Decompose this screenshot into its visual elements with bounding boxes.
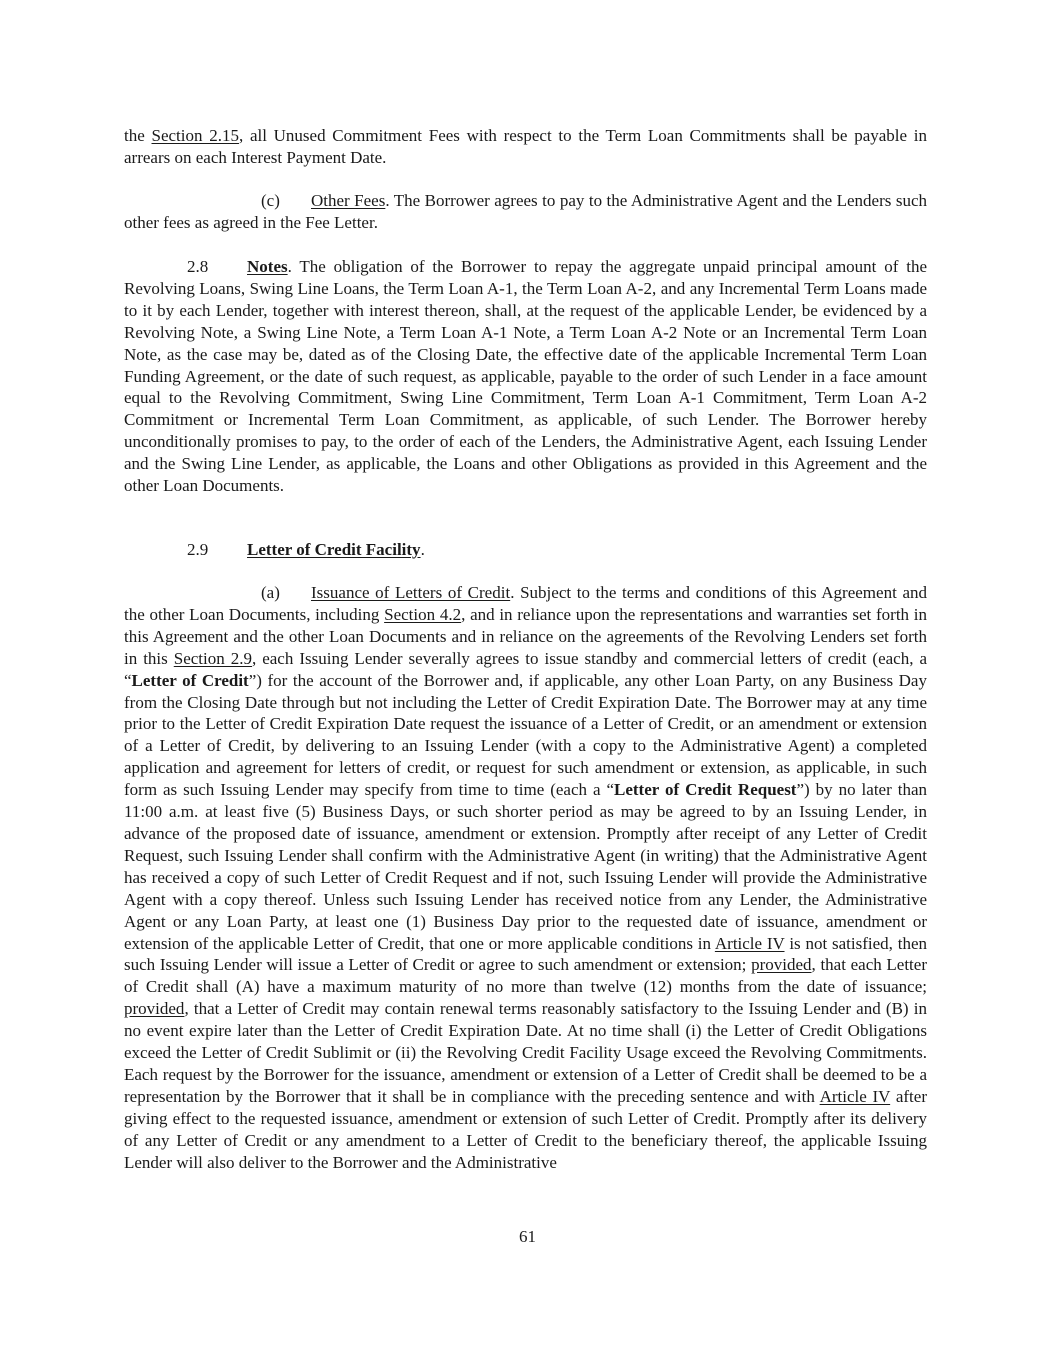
text-run: . The Borrower agrees to pay to the Administrative Agent and the Lenders such other fees as agreed in the Fee Letter. [124, 191, 927, 232]
text-run: , all Unused Commitment Fees with respect to the Term Loan Commitments shall be payable in arrears on each Interest Payment Date. [124, 126, 927, 167]
text-run: . Subject to the terms and conditions of this Agreement and the other Loan Documents, including [124, 583, 928, 624]
section-reference: Section 2.9 [173, 648, 252, 668]
paragraph-fees-continuation [124, 125, 927, 169]
clause-heading: Issuance of Letters of Credit [311, 583, 511, 602]
page-number: 61 [519, 1227, 536, 1246]
text-run: , and in reliance upon the representations and warranties set forth in this Agreement and the other Loan Documents and in reliance on the agreements of the Revolving Lenders set forth in this [124, 604, 927, 668]
proviso-term: provided [124, 999, 185, 1019]
article-reference: Article IV [819, 1086, 891, 1106]
paragraph-other-fees [124, 190, 927, 234]
clause-label: (c) [261, 191, 280, 210]
text-run: . [420, 540, 425, 559]
text-run: is not satisfied, then such Issuing Lender will issue a Letter of Credit or agree to such amendment or extension; [124, 933, 927, 975]
clause-heading: Other Fees [311, 191, 386, 210]
clause-label: (a) [261, 583, 280, 602]
section-number: 2.8 [187, 257, 209, 276]
defined-term: Letter of Credit [131, 670, 249, 690]
text-run: after giving effect to the requested issuance, amendment or extension of such Letter of Credit. Promptly after its delivery of any Letter of Credit or any amendment to a Letter of Credit to the beneficiary thereof, the applicable Issuing Lender will also deliver to the Borrower and the Administrative [124, 1086, 927, 1172]
section-reference: Section 4.2 [384, 604, 462, 624]
proviso-term: provided [751, 955, 812, 975]
section-2-8-notes [124, 256, 927, 497]
section-number: 2.9 [187, 540, 209, 559]
section-heading: Letter of Credit Facility [247, 540, 421, 559]
section-reference: Section 2.15 [151, 126, 239, 145]
paragraph-issuance-of-letters-of-credit [124, 582, 927, 1173]
text-run: , that a Letter of Credit may contain renewal terms reasonably satisfactory to the Issuing Lender and (B) in no event expire later than the Letter of Credit Expiration Date. At no time shall (i) the Letter of Credit Obligations exceed the Letter of Credit Sublimit or (ii) the Revolving Credit Facility Usage exceed the Revolving Commitments. Each request by the Borrower for the issuance, amendment or extension of a Letter of Credit shall be deemed to be a representation by the Borrower that it shall be in compliance with the preceding sentence and with [124, 999, 927, 1106]
text-run: the [124, 126, 152, 145]
text-run: , each Issuing Lender severally agrees to issue standby and commercial letters of credit (each, a “ [124, 648, 927, 690]
text-run: ”) for the account of the Borrower and, if applicable, any other Loan Party, on any Business Day from the Closing Date through but not including the Letter of Credit Expiration Date. The Borrower may at any time prior to the Letter of Credit Expiration Date request the issuance of a Letter of Credit, or an amendment or extension of a Letter of Credit, by delivering to an Issuing Lender (with a copy to the Administrative Agent) a completed application and agreement for letters of credit, or request for such amendment or extension, as applicable, in such form as such Issuing Lender may specify from time to time (each a “ [124, 670, 927, 800]
defined-term: Letter of Credit Request [614, 780, 797, 800]
article-reference: Article IV [714, 933, 785, 953]
text-run: , that each Letter of Credit shall (A) have a maximum maturity of no more than twelve (12) months from the date of issuance; [124, 955, 927, 997]
text-run: . The obligation of the Borrower to repay the aggregate unpaid principal amount of the Revolving Loans, Swing Line Loans, the Term Loan A-1, the Term Loan A-2, and any Incremental Term Loans made to it by each Lender, together with interest thereon, shall, at the request of the applicable Lender, be evidenced by a Revolving Note, a Swing Line Note, a Term Loan A-1 Note, a Term Loan A-2 Note or an Incremental Term Loan Note, as the case may be, dated as of the Closing Date, the effective date of the applicable Incremental Term Loan Funding Agreement, or the date of such request, as applicable, payable to the order of such Lender in a face amount equal to the Revolving Commitment, Swing Line Commitment, Term Loan A-1 Commitment, Term Loan A-2 Commitment or Incremental Term Loan Commitment, as applicable, of such Lender. The Borrower hereby unconditionally promises to pay, to the order of each of the Lenders, the Administrative Agent, each Issuing Lender and the Swing Line Lender, as applicable, the Loans and other Obligations as provided in this Agreement and the other Loan Documents. [124, 257, 927, 496]
text-run: ”) by no later than 11:00 a.m. at least five (5) Business Days, or such shorter period as may be agreed to by an Issuing Lender, in advance of the proposed date of issuance, amendment or extension. Promptly after receipt of any Letter of Credit Request, such Issuing Lender shall confirm with the Administrative Agent (in writing) that the Administrative Agent has received a copy of such Letter of Credit Request and if not, such Issuing Lender will provide the Administrative Agent with a copy thereof. Unless such Issuing Lender has received notice from any Lender, the Administrative Agent or any Loan Party, at least one (1) Business Day prior to the requested date of issuance, amendment or extension of the applicable Letter of Credit, that one or more applicable conditions in [124, 780, 927, 953]
section-2-9-heading [124, 539, 927, 561]
section-heading: Notes [247, 257, 288, 276]
